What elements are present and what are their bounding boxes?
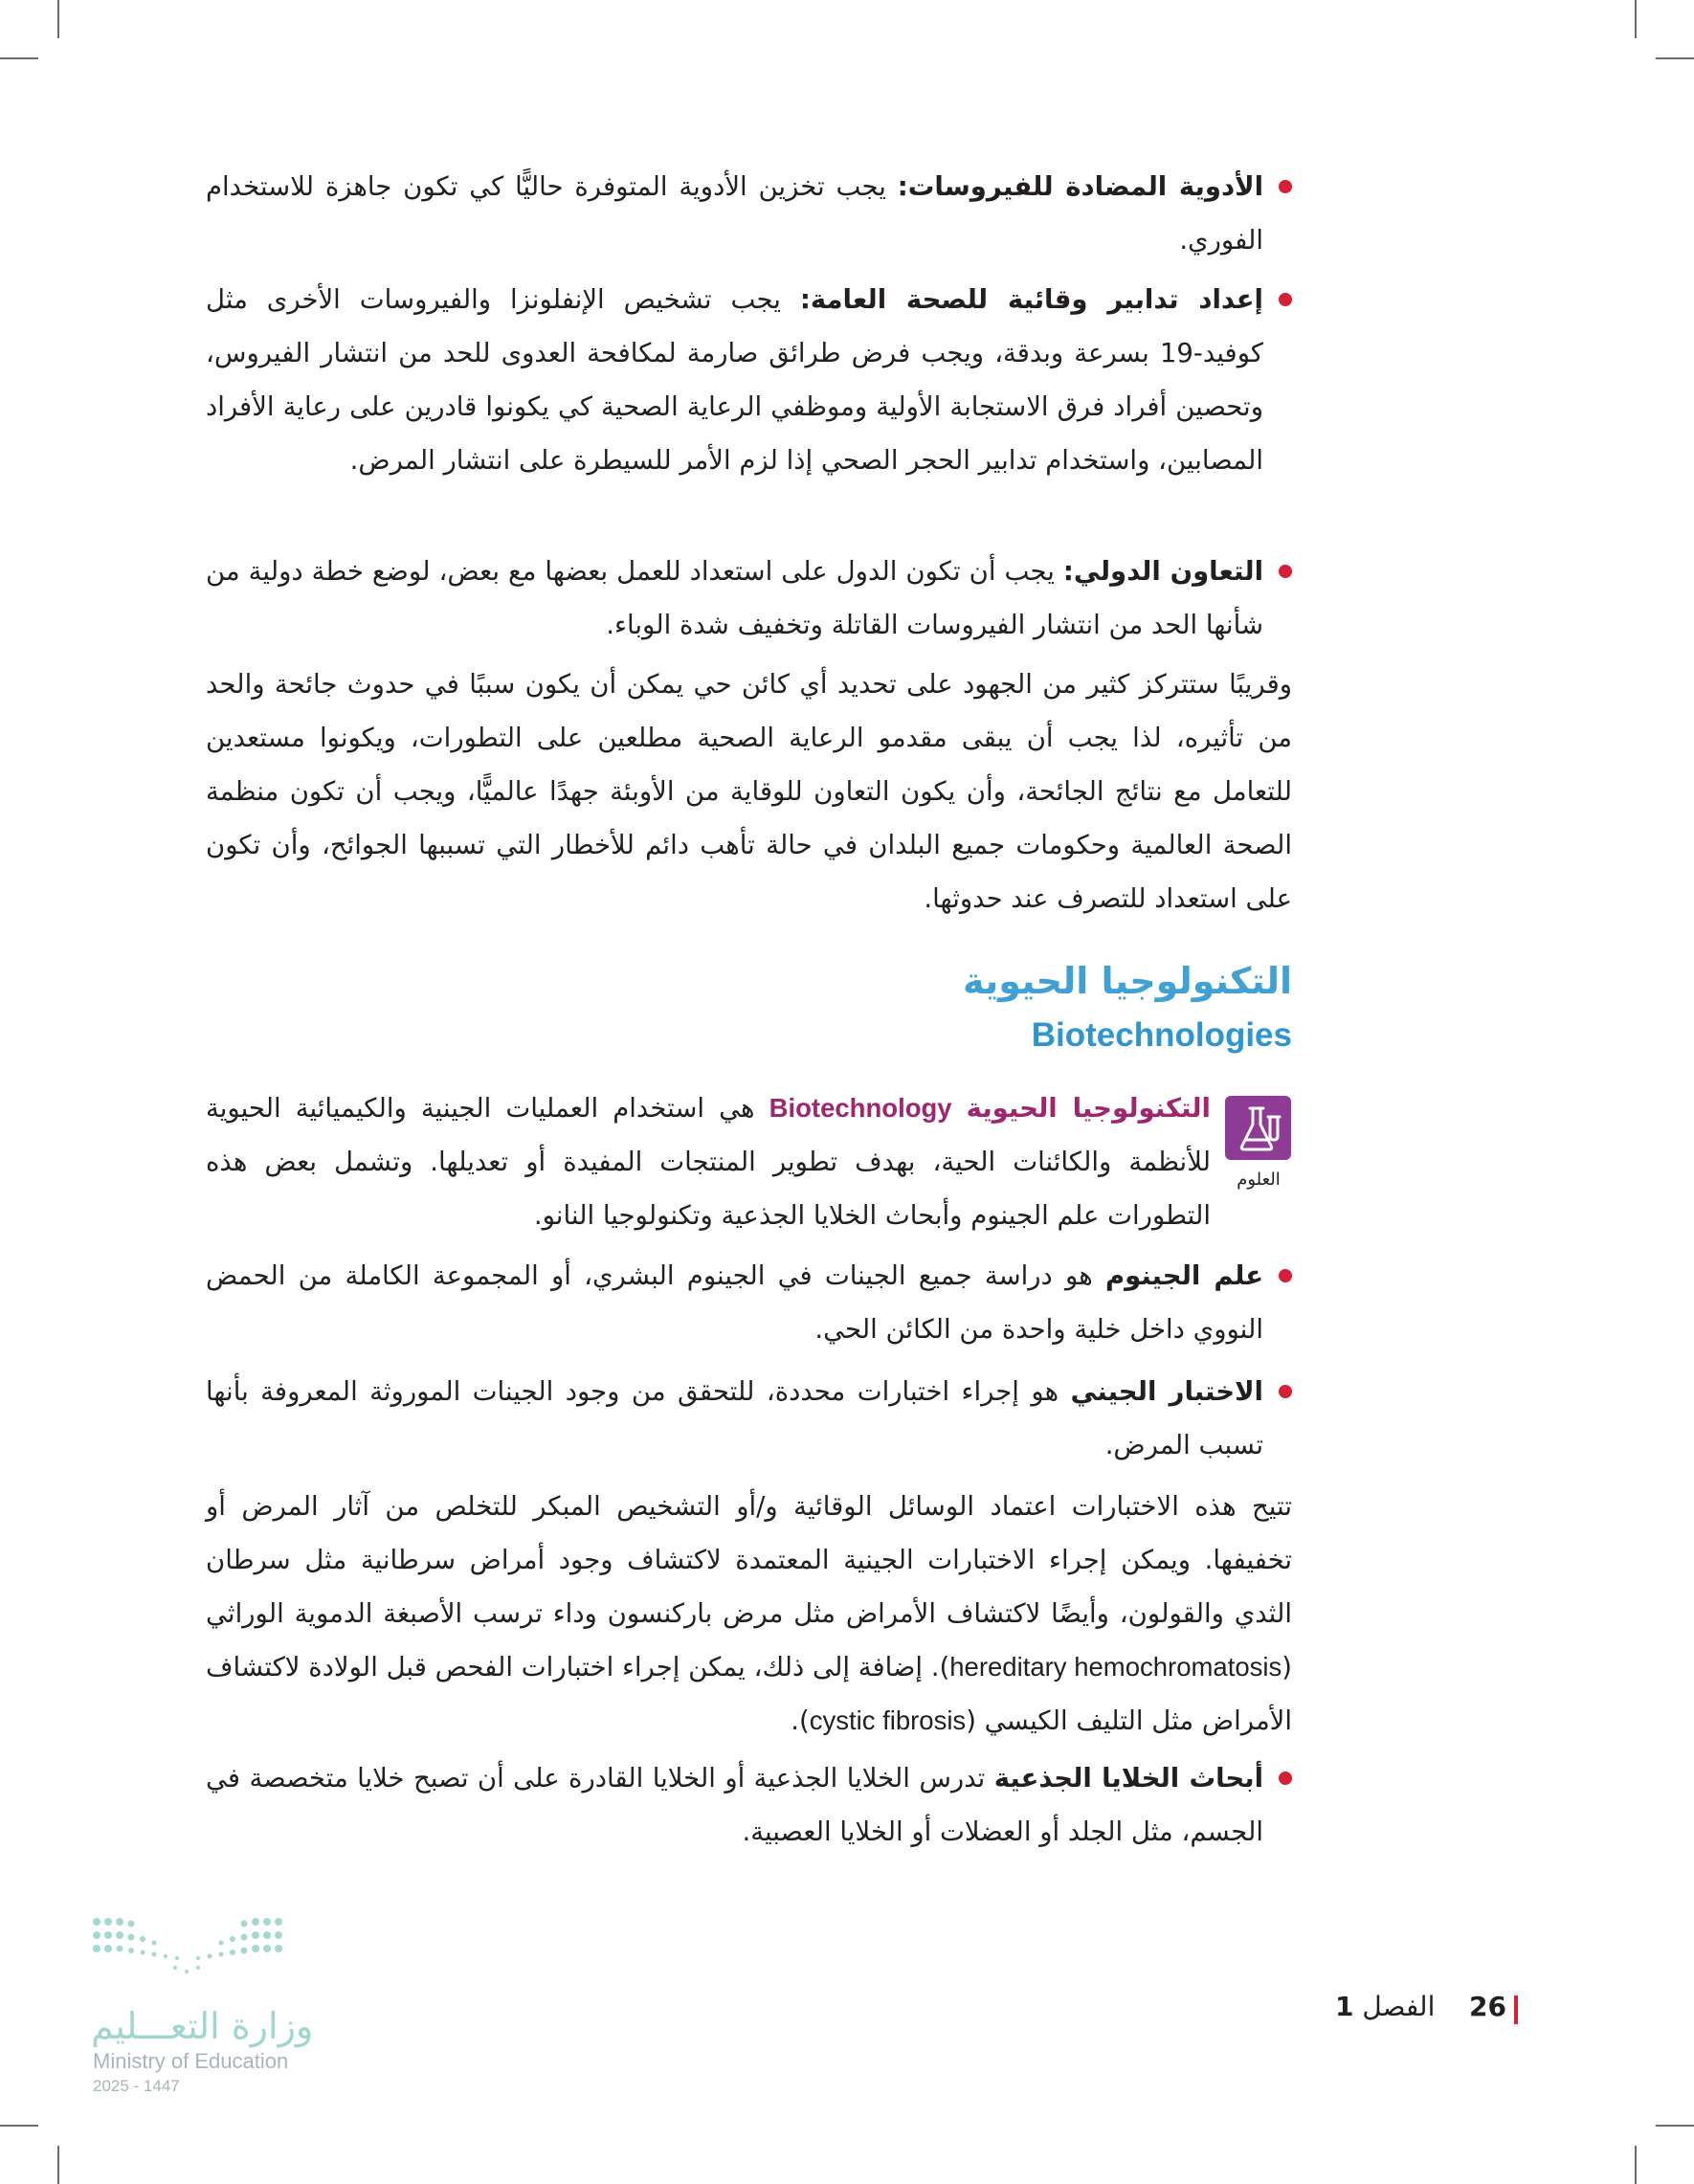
ministry-logo-dots [91, 1914, 301, 2000]
definition-biotechnology [206, 1081, 1211, 1242]
science-badge [1225, 1096, 1291, 1160]
term-hereditary-hemochromatosis: hereditary hemochromatosis [949, 1652, 1282, 1682]
bullet-dot [1279, 1269, 1292, 1282]
paragraph-part: ). [791, 1705, 810, 1736]
crop-mark [1635, 2146, 1637, 2184]
bullet-term: إعداد تدابير وقائية للصحة العامة: [799, 284, 1263, 315]
bullet-antiviral [206, 160, 1263, 267]
ministry-name-ar: وزارة التعـــليم [91, 2005, 314, 2047]
bullet-dot [1279, 1772, 1292, 1785]
bullet-term: الاختبار الجيني [1070, 1376, 1263, 1407]
footer-divider [1514, 1995, 1518, 2024]
section-title-ar: التكنولوجيا الحيوية [962, 960, 1292, 1002]
bullet-term: علم الجينوم [1104, 1260, 1263, 1291]
science-badge-label: العلوم [1237, 1170, 1281, 1190]
chapter-label: الفصل [1362, 1991, 1436, 2022]
paragraph-genetic-tests [206, 1480, 1292, 1748]
paragraph-part: تتيح هذه الاختبارات اعتماد الوسائل الوقائية و/أو التشخيص المبكر للتخلص من آثار المرض أو تخفيفها. ويمكن إجراء الاختبارات الجينية المعتمدة لاكتشاف وجود أمراض سرطانية مثل سرطان الثدي والقولون، وأيضًا لاكتشاف الأمراض مثل مرض باركنسون وداء ترسب الأصبغة الدموية الوراثي ( [206, 1491, 1292, 1683]
definition-text: هي استخدام العمليات الجينية والكيميائية الحيوية للأنظمة والكائنات الحية، بهدف تطوير المنتجات المفيدة أو تعديلها. وتشمل بعض هذه التطورات علم الجينوم وأبحاث الخلايا الجذعية وتكنولوجيا النانو. [206, 1093, 1211, 1231]
chapter-number: 1 [1335, 1991, 1354, 2022]
section-title-en: Biotechnologies [1031, 1016, 1292, 1054]
crop-mark [0, 2125, 38, 2127]
bullet-term: الأدوية المضادة للفيروسات: [897, 171, 1263, 202]
crop-mark [1656, 57, 1694, 59]
bullet-text: هو إجراء اختبارات محددة، للتحقق من وجود الجينات الموروثة المعروفة بأنها تسبب المرض. [206, 1376, 1263, 1460]
bullet-text: يجب تشخيص الإنفلونزا والفيروسات الأخرى مثل كوفيد-19 بسرعة وبدقة، ويجب فرض طرائق صارمة لمكافحة العدوى للحد من انتشار الفيروس، وتحصين أفراد فرق الاستجابة الأولية وموظفي الرعاية الصحية كي يكونوا قادرين على رعاية الأفراد المصابين، واستخدام تدابير الحجر الصحي إذا لزم الأمر للسيطرة على انتشار المرض. [206, 284, 1263, 476]
bullet-dot [1279, 565, 1292, 578]
crop-mark [1635, 0, 1637, 38]
ministry-name-en: Ministry of Education [93, 2049, 289, 2073]
bullet-text: يجب تخزين الأدوية المتوفرة حاليًّا كي تكون جاهزة للاستخدام الفوري. [206, 171, 1263, 256]
term-cystic-fibrosis: cystic fibrosis [809, 1705, 967, 1735]
bullet-genetic-testing [206, 1365, 1263, 1472]
bullet-international-cooperation [206, 545, 1263, 652]
crop-mark [0, 57, 38, 59]
page-footer [1335, 1991, 1506, 2022]
crop-mark [57, 2146, 59, 2184]
bullet-stem-cell-research [206, 1751, 1263, 1859]
definition-term-ar: التكنولوجيا الحيوية [966, 1093, 1211, 1124]
definition-term-en: Biotechnology [769, 1093, 952, 1123]
bullet-public-health [206, 273, 1263, 487]
page-number: 26 [1468, 1991, 1506, 2022]
bullet-dot [1279, 1385, 1292, 1398]
bullet-text: يجب أن تكون الدول على استعداد للعمل بعضها مع بعض، لوضع خطة دولية من شأنها الحد من انتشار الفيروسات القاتلة وتخفيف شدة الوباء. [206, 556, 1263, 640]
bullet-genomics [206, 1249, 1263, 1356]
crop-mark [57, 0, 59, 38]
bullet-dot [1279, 293, 1292, 306]
paragraph-part: ). إضافة إلى ذلك، يمكن إجراء اختبارات الفحص قبل الولادة لاكتشاف الأمراض مثل التليف الكيسي ( [206, 1652, 1292, 1736]
bullet-text: تدرس الخلايا الجذعية أو الخلايا القادرة على أن تصبح خلايا متخصصة في الجسم، مثل الجلد أو العضلات أو الخلايا العصبية. [206, 1763, 1263, 1847]
bullet-term: أبحاث الخلايا الجذعية [993, 1763, 1263, 1794]
paragraph-pandemic-preparedness: وقريبًا ستتركز كثير من الجهود على تحديد أي كائن حي يمكن أن يكون سببًا في حدوث جائحة والحد من تأثيره، لذا يجب أن يبقى مقدمو الرعاية الصحية مطلعين على التطورات، ويكونوا مستعدين للتعامل مع نتائج الجائحة، وأن يكون التعاون للوقاية من الأوبئة جهدًا عالميًّا، ويجب أن تكون منظمة الصحة العالمية وحكومات جميع البلدان في حالة تأهب دائم للأخطار التي تسببها الجوائح، وأن تكون على استعداد للتصرف عند حدوثها. [206, 669, 1292, 914]
crop-mark [1656, 2125, 1694, 2127]
bullet-term: التعاون الدولي: [1062, 556, 1263, 587]
bullet-text: هو دراسة جميع الجينات في الجينوم البشري، أو المجموعة الكاملة من الحمض النووي داخل خلية واحدة من الكائن الحي. [206, 1260, 1263, 1345]
ministry-year: 2025 - 1447 [93, 2077, 180, 2095]
flask-icon [1225, 1096, 1291, 1160]
bullet-dot [1279, 180, 1292, 193]
